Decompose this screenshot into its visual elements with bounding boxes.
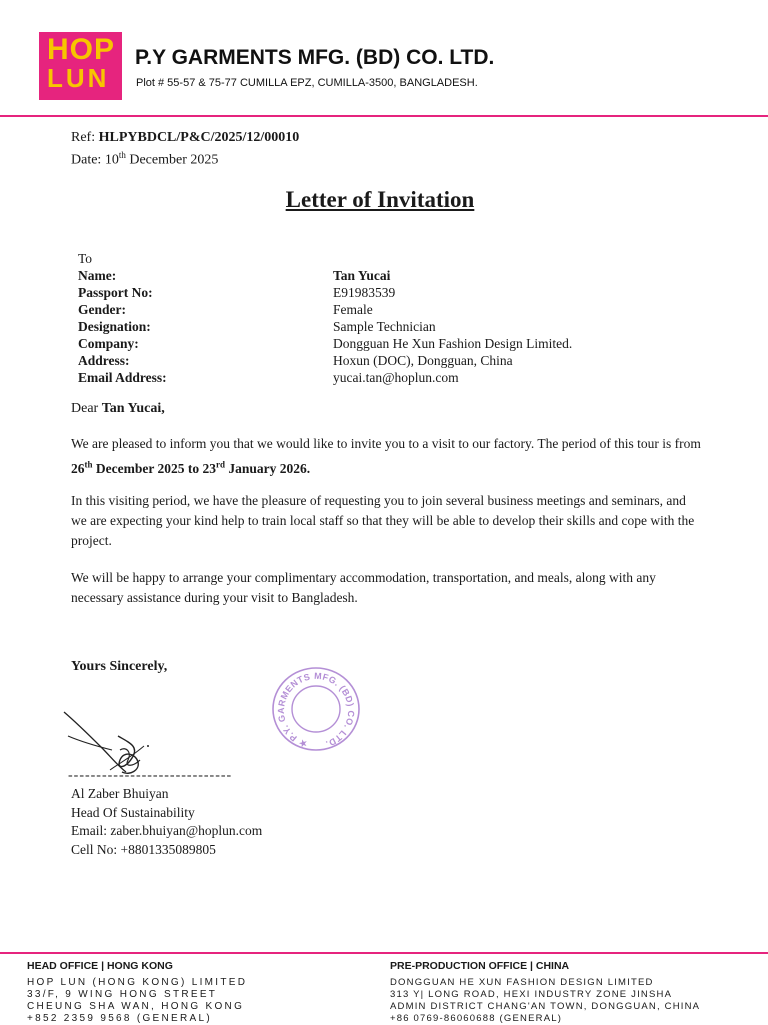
logo-line-2: LUN [47, 63, 110, 93]
footer-divider [0, 952, 768, 954]
company-address: Plot # 55-57 & 75-77 CUMILLA EPZ, CUMILLA-3500, BANGLADESH. [136, 77, 478, 89]
paragraph-1 [71, 434, 701, 479]
ref-label: Ref: [71, 130, 99, 145]
p1-period [71, 461, 310, 476]
logo-line-1: HOP [47, 33, 116, 66]
field-label-designation: Designation: [78, 319, 151, 334]
field-value-gender: Female [333, 302, 373, 317]
recipient-values [333, 267, 572, 386]
salutation-name: Tan Yucai, [101, 401, 165, 416]
footer-head-office [27, 960, 247, 1025]
p1-end-sup: rd [215, 459, 225, 469]
field-value-passport: E91983539 [333, 285, 396, 300]
p1-text: We are pleased to inform you that we would like to invite you to a visit to our factory. The period of this tour is from [71, 436, 701, 451]
footer-left-line: +852 2359 9568 (GENERAL) [27, 1013, 213, 1024]
date-sup: th [118, 150, 126, 160]
company-stamp [270, 665, 362, 753]
footer-right-line: +86 0769-86060688 (GENERAL) [390, 1013, 563, 1024]
svg-text:★ P.Y. GARMENTS MFG. (BD) CO. [276, 671, 356, 750]
recipient-labels [78, 267, 167, 386]
footer-right-line: ADMIN DISTRICT CHANG'AN TOWN, DONGGUAN, CHINA [390, 1001, 701, 1012]
company-logo [39, 32, 122, 100]
p1-start-sup: th [84, 459, 93, 469]
field-value-name: Tan Yucai [333, 268, 391, 283]
footer-right-heading: PRE-PRODUCTION OFFICE | CHINA [390, 960, 570, 972]
signer-email: Email: zaber.bhuiyan@hoplun.com [71, 823, 263, 838]
p1-end: January 2026. [224, 460, 311, 476]
closing: Yours Sincerely, [71, 659, 168, 674]
footer-preproduction-office [390, 960, 700, 1025]
letter-date [71, 150, 218, 169]
field-value-company: Dongguan He Xun Fashion Design Limited. [333, 336, 573, 351]
stamp-text: ★ P.Y. GARMENTS MFG. (BD) CO. LTD. [276, 670, 357, 750]
p1-start-day: 26 [71, 460, 85, 476]
footer-left-heading: HEAD OFFICE | HONG KONG [27, 960, 173, 972]
field-value-address: Hoxun (DOC), Dongguan, China [333, 353, 513, 368]
date-rest: December 2025 [125, 152, 219, 168]
p1-mid: December 2025 to 23 [92, 460, 216, 476]
signer-name: Al Zaber Bhuiyan [71, 786, 169, 801]
field-label-company: Company: [78, 336, 139, 351]
footer-left-line: HOP LUN (HONG KONG) LIMITED [27, 977, 248, 988]
company-name: P.Y GARMENTS MFG. (BD) CO. LTD. [135, 46, 495, 69]
header-divider [0, 115, 768, 117]
paragraph-3: We will be happy to arrange your complimentary accommodation, transportation, and meals, along with any necessary assistance during your visit to Bangladesh. [71, 570, 656, 605]
field-value-designation: Sample Technician [333, 319, 436, 334]
letter-title-text: Letter of Invitation [285, 187, 475, 212]
signer-block [71, 785, 262, 859]
footer-left-line: CHEUNG SHA WAN, HONG KONG [27, 1001, 245, 1012]
field-label-email: Email Address: [78, 370, 167, 385]
footer-left-line: 33/F, 9 WING HONG STREET [27, 989, 218, 1000]
field-label-name: Name: [78, 268, 117, 283]
salutation [71, 401, 165, 417]
letter-title [0, 187, 768, 213]
ref-value: HLPYBDCL/P&C/2025/12/00010 [98, 130, 300, 145]
signer-cell: Cell No: +8801335089805 [71, 841, 216, 857]
salutation-prefix: Dear [71, 401, 102, 416]
reference [71, 130, 299, 146]
paragraph-2: In this visiting period, we have the pleasure of requesting you to join several business meetings and seminars, and we are expecting your kind help to train local staff so that they will be able to develop their skills and cope with the project. [71, 493, 695, 548]
footer-right-line: 313 Y| LONG ROAD, HEXI INDUSTRY ZONE JINSHA [390, 989, 673, 1000]
date-label: Date: 10 [71, 152, 119, 168]
signer-title: Head Of Sustainability [71, 804, 195, 820]
field-label-address: Address: [78, 353, 130, 368]
field-label-passport: Passport No: [78, 285, 153, 300]
signature-line: ----------------------------- [68, 768, 233, 783]
footer-right-line: DONGGUAN HE XUN FASHION DESIGN LIMITED [390, 977, 654, 988]
to-label: To [78, 251, 93, 266]
field-label-gender: Gender: [78, 302, 126, 317]
field-value-email: yucai.tan@hoplun.com [333, 370, 459, 385]
